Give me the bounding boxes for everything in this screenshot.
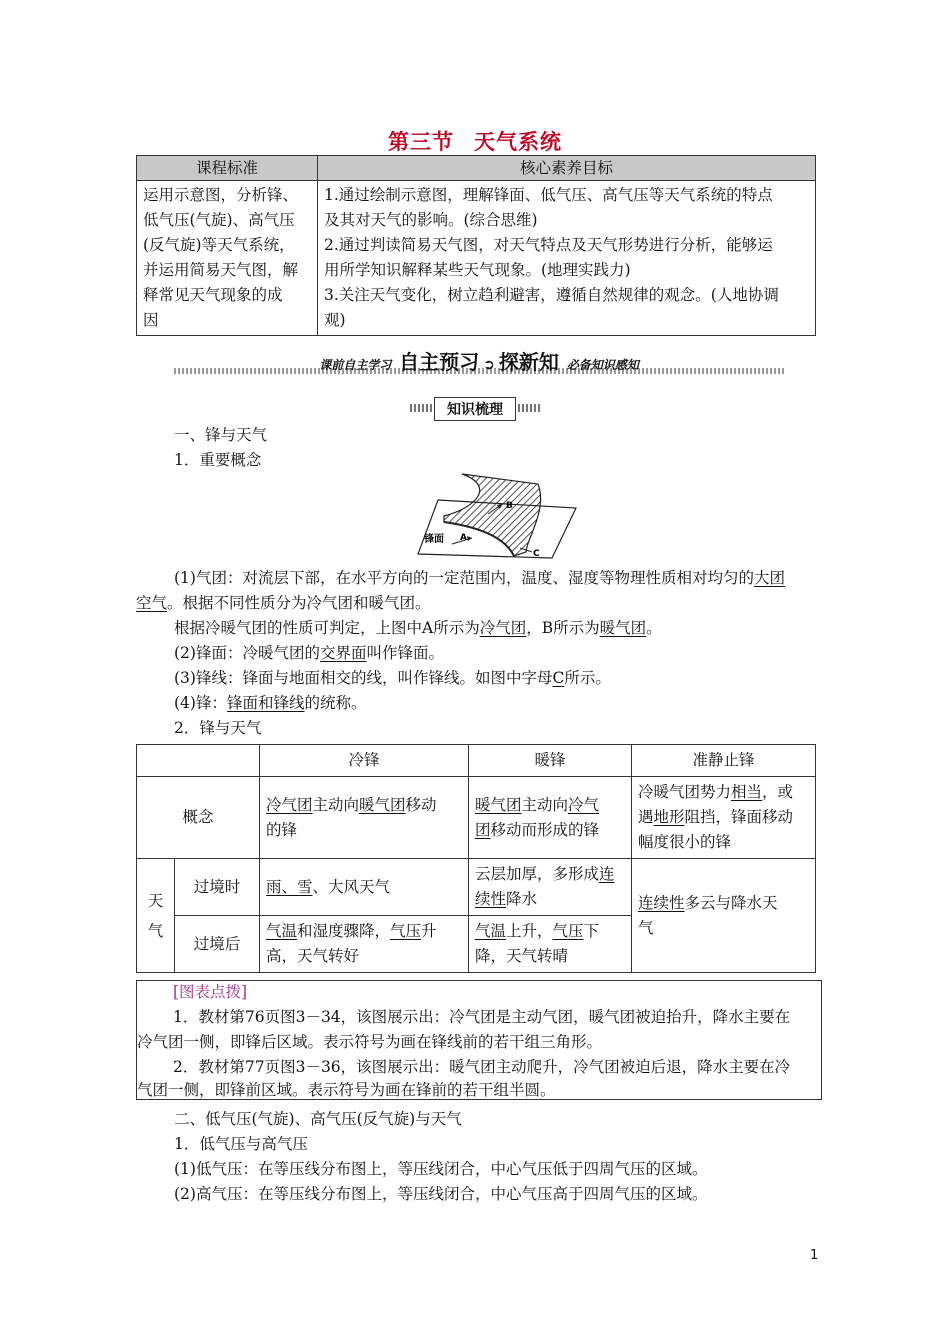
banner-main2: 探新知 (498, 350, 559, 374)
concept-airmass-cont: 空气。根据不同性质分为冷气团和暖气团。 (136, 594, 431, 612)
sec2-sub1: 1．低气压与高气压 (174, 1135, 308, 1153)
front-weather-table (136, 744, 816, 973)
stationary-weather: 连续性多云与降水天 气 (632, 859, 816, 973)
banner-left: 课前自主学习 (319, 358, 392, 372)
sec1-sub2: 2．锋与天气 (174, 719, 262, 737)
goals-header: 核心素养目标 (318, 156, 816, 181)
section-number: 第三节 (388, 130, 454, 154)
concept-front: (4)锋：锋面和锋线的统称。 (174, 694, 367, 712)
tip-line: 1．教材第76页图3－34，该图展示出：冷气团是主动气团，暖气团被迫抬升，降水主要在 (173, 1008, 791, 1026)
goal-line: 2.通过判读简易天气图，对天气特点及天气形势进行分析，能够运 (324, 236, 773, 254)
cold-after: 气温和湿度骤降，气压升 高，天气转好 (260, 916, 469, 973)
std-line: 低气压(气旋)、高气压 (143, 211, 295, 229)
standards-table (136, 155, 816, 336)
std-line: 因 (143, 311, 159, 329)
goals-cell (318, 181, 816, 336)
concept-front-line: (3)锋线：锋面与地面相交的线，叫作锋线。如图中字母C所示。 (174, 669, 611, 687)
row-concept-label: 概念 (137, 777, 260, 859)
label-b: B (506, 501, 513, 511)
sec2-heading: 二、低气压(气旋)、高气压(反气旋)与天气 (174, 1110, 462, 1128)
goal-line: 3.关注天气变化，树立趋利避害，遵循自然规律的观念。(人地协调 (324, 286, 779, 304)
section-name: 天气系统 (474, 130, 562, 154)
label-front: 锋面 (424, 534, 444, 545)
concept-judge: 根据冷暖气团的性质可判定，上图中A所示为冷气团，B所示为暖气团。 (174, 619, 662, 637)
header-stationary: 准静止锋 (632, 745, 816, 777)
goal-line: 及其对天气的影响。(综合思维) (324, 211, 538, 229)
knowledge-label-box (410, 397, 540, 419)
cold-during: 雨、雪、大风天气 (260, 859, 469, 916)
header-warm: 暖锋 (469, 745, 632, 777)
sec1-sub1: 1．重要概念 (174, 451, 262, 469)
blank-answer: C (552, 669, 565, 687)
label-a: A (460, 533, 467, 543)
warm-concept: 暖气团主动向冷气 团移动而形成的锋 (469, 777, 632, 859)
page-title (0, 126, 950, 156)
corner-cell (137, 745, 260, 777)
front-diagram (416, 470, 582, 562)
concept-front-surface: (2)锋面：冷暖气团的交界面叫作锋面。 (174, 644, 444, 662)
chart-tips-box (136, 980, 822, 1100)
tip-line: 冷气团一侧，即锋后区域。表示符号为画在锋线前的若干组三角形。 (137, 1033, 603, 1051)
stationary-concept: 冷暖气团势力相当，或 遇地形阻挡，锋面移动 幅度很小的锋 (632, 777, 816, 859)
row-weather-label: 天气 (137, 859, 175, 973)
tip-line: 2．教材第77页图3－36，该图展示出：暖气团主动爬升，冷气团被迫后退，降水主要在冷 (173, 1058, 791, 1076)
preview-banner (174, 346, 784, 376)
cold-concept: 冷气团主动向暖气团移动 的锋 (260, 777, 469, 859)
goal-line: 观) (324, 311, 346, 329)
banner-right: 必备知识感知 (566, 358, 639, 372)
std-line: 并运用简易天气图，解 (143, 261, 299, 279)
sec1-heading: 一、锋与天气 (174, 426, 268, 444)
row-during-label: 过境时 (174, 859, 259, 916)
blank-answer: 空气 (136, 594, 168, 612)
blank-answer: 暖气团 (599, 619, 647, 637)
chart-tips-label: [图表点拨] (173, 983, 248, 1001)
header-cold: 冷锋 (260, 745, 469, 777)
page-number: 1 (810, 1248, 819, 1263)
std-line: 运用示意图，分析锋、 (143, 186, 299, 204)
concept-airmass: (1)气团：对流层下部，在水平方向的一定范围内，温度、湿度等物理性质相对均匀的大团 (174, 569, 785, 587)
banner-main1: 自主预习 (399, 350, 480, 374)
blank-answer: 冷气团 (479, 619, 527, 637)
row-after-label: 过境后 (174, 916, 259, 973)
tip-line: 气团一侧，即锋前区域。表示符号为画在锋前的若干组半圆。 (137, 1081, 556, 1099)
label-c: C (533, 549, 540, 559)
blank-answer: 交界面 (319, 644, 367, 662)
banner-text (174, 346, 784, 375)
knowledge-label: 知识梳理 (434, 397, 516, 421)
blank-answer: 锋面和锋线 (226, 694, 305, 712)
goal-line: 用所学知识解释某些天气现象。(地理实践力) (324, 261, 631, 279)
std-line: (反气旋)等天气系统， (143, 236, 295, 254)
standards-cell (137, 181, 318, 336)
warm-during: 云层加厚，多形成连 续性降水 (469, 859, 632, 916)
goal-line: 1.通过绘制示意图，理解锋面、低气压、高气压等天气系统的特点 (324, 186, 773, 204)
blank-answer: 大团 (753, 569, 785, 587)
arrow-circle-icon: ➲ (483, 357, 495, 373)
sec2-high-pressure: (2)高气压：在等压线分布图上，等压线闭合，中心气压高于四周气压的区域。 (174, 1185, 708, 1203)
standards-header: 课程标准 (137, 156, 318, 181)
std-line: 释常见天气现象的成 (143, 286, 283, 304)
warm-after: 气温上升，气压下 降，天气转晴 (469, 916, 632, 973)
sec2-low-pressure: (1)低气压：在等压线分布图上，等压线闭合，中心气压低于四周气压的区域。 (174, 1160, 708, 1178)
